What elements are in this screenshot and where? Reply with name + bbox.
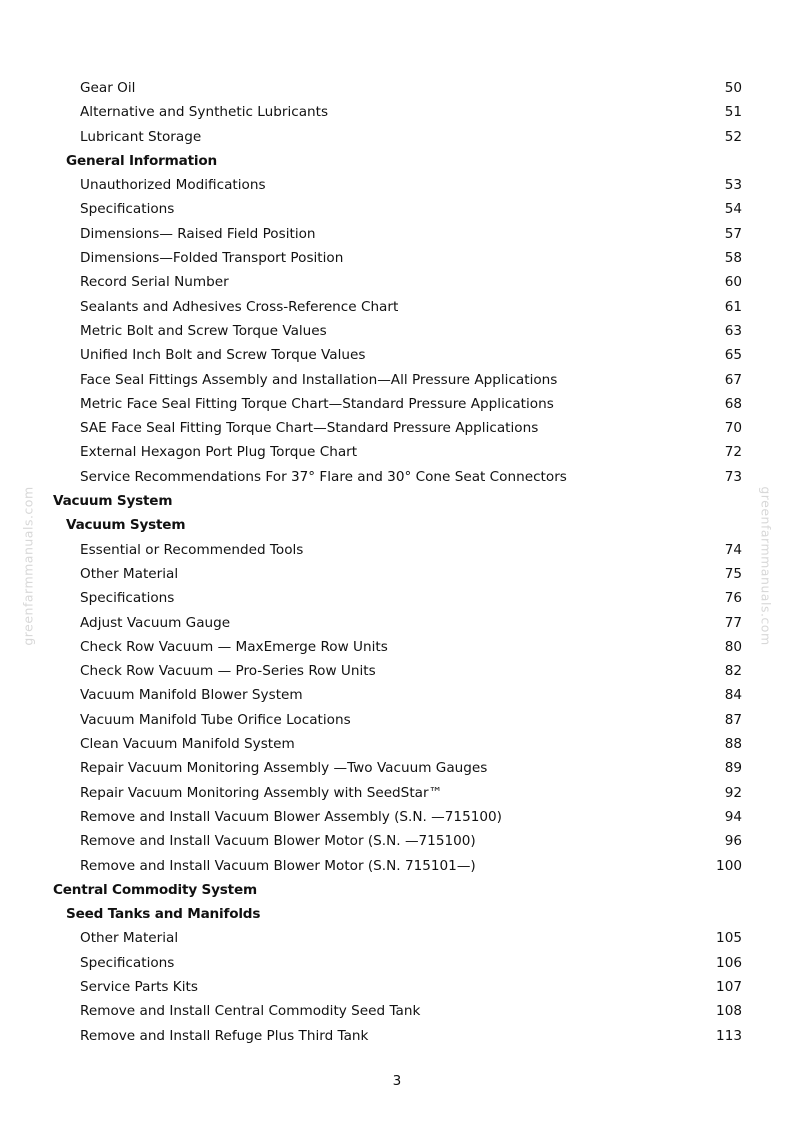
toc-entry-title: Check Row Vacuum — Pro-Series Row Units [80, 663, 376, 680]
toc-entry-page-number: 74 [724, 541, 742, 558]
toc-entry-title: Metric Face Seal Fitting Torque Chart—Standard Pressure Applications [80, 395, 554, 412]
toc-entry-page-number: 88 [724, 736, 742, 753]
toc-entry[interactable] [0, 611, 794, 635]
toc-entry[interactable] [0, 854, 794, 878]
toc-entry-title: Dimensions— Raised Field Position [80, 225, 316, 242]
toc-entry-page-number: 87 [724, 711, 742, 728]
toc-entry-title: Clean Vacuum Manifold System [80, 736, 295, 753]
toc-entry-title: Alternative and Synthetic Lubricants [80, 104, 329, 121]
toc-entry-title: SAE Face Seal Fitting Torque Chart—Standard Pressure Applications [80, 420, 539, 437]
toc-entry-title: Vacuum Manifold Tube Orifice Locations [80, 711, 351, 728]
toc-entry[interactable] [0, 805, 794, 829]
toc-entry-page-number: 106 [716, 954, 742, 971]
toc-entry[interactable] [0, 222, 794, 246]
toc-section-heading [0, 149, 794, 173]
toc-entry[interactable] [0, 708, 794, 732]
toc-entry-page-number: 107 [716, 978, 742, 995]
toc-entry-title: Vacuum System [66, 517, 186, 534]
toc-entry-page-number: 108 [716, 1003, 742, 1020]
toc-entry-title: Unified Inch Bolt and Screw Torque Values [80, 347, 366, 364]
toc-entry-title: Service Parts Kits [80, 978, 198, 995]
toc-entry[interactable] [0, 343, 794, 367]
toc-entry[interactable] [0, 319, 794, 343]
toc-entry[interactable] [0, 538, 794, 562]
toc-entry-title: Other Material [80, 930, 179, 947]
toc-entry-page-number: 92 [724, 784, 742, 801]
toc-entry-page-number: 75 [724, 565, 742, 582]
toc-entry-title: Vacuum System [53, 493, 173, 510]
toc-entry-title: Remove and Install Vacuum Blower Assembly (S.N. —715100) [80, 808, 502, 825]
watermark-right: greenfarmmanuals.com [758, 486, 774, 646]
toc-entry-title: Gear Oil [80, 80, 136, 96]
toc-entry[interactable] [0, 659, 794, 683]
watermark-left: greenfarmmanuals.com [20, 486, 36, 646]
toc-section-heading [0, 513, 794, 537]
toc-entry[interactable] [0, 197, 794, 221]
toc-entry[interactable] [0, 975, 794, 999]
toc-entry-page-number: 72 [724, 444, 742, 461]
toc-entry-page-number: 96 [724, 833, 742, 850]
toc-entry-title: Repair Vacuum Monitoring Assembly —Two Vacuum Gauges [80, 760, 488, 777]
toc-entry[interactable] [0, 440, 794, 464]
toc-entry-title: Remove and Install Central Commodity Seed Tank [80, 1003, 421, 1020]
toc-entry-page-number: 105 [716, 930, 742, 947]
toc-entry-title: External Hexagon Port Plug Torque Chart [80, 444, 358, 461]
toc-entry[interactable] [0, 1024, 794, 1048]
toc-entry-page-number: 68 [724, 395, 742, 412]
table-of-contents [0, 76, 794, 1048]
toc-entry[interactable] [0, 295, 794, 319]
toc-entry-title: Specifications [80, 954, 175, 971]
toc-entry[interactable] [0, 586, 794, 610]
toc-entry[interactable] [0, 125, 794, 149]
toc-entry-page-number: 54 [724, 201, 742, 218]
toc-entry[interactable] [0, 368, 794, 392]
toc-entry-title: Repair Vacuum Monitoring Assembly with SeedStar™ [80, 784, 443, 801]
page-number: 3 [392, 1073, 402, 1089]
toc-entry[interactable] [0, 756, 794, 780]
toc-entry-title: Service Recommendations For 37° Flare and 30° Cone Seat Connectors [80, 468, 567, 485]
toc-entry-title: Central Commodity System [53, 881, 257, 898]
toc-entry-title: Lubricant Storage [80, 128, 202, 145]
toc-entry-page-number: 113 [716, 1027, 742, 1044]
toc-entry[interactable] [0, 173, 794, 197]
toc-entry-page-number: 61 [724, 298, 742, 315]
toc-entry[interactable] [0, 926, 794, 950]
toc-entry[interactable] [0, 732, 794, 756]
toc-entry-page-number: 51 [724, 104, 742, 121]
toc-entry-page-number: 94 [724, 808, 742, 825]
toc-entry[interactable] [0, 76, 794, 100]
toc-entry-title: Essential or Recommended Tools [80, 541, 304, 558]
toc-entry-page-number: 80 [724, 638, 742, 655]
toc-entry[interactable] [0, 781, 794, 805]
toc-entry-title: Adjust Vacuum Gauge [80, 614, 231, 631]
toc-entry-title: Vacuum Manifold Blower System [80, 687, 303, 704]
toc-entry-title: Unauthorized Modifications [80, 177, 266, 194]
toc-entry-title: Dimensions—Folded Transport Position [80, 250, 344, 267]
toc-entry-title: Remove and Install Refuge Plus Third Tank [80, 1027, 369, 1044]
toc-entry-title: Other Material [80, 565, 179, 582]
toc-entry-page-number: 84 [724, 687, 742, 704]
toc-section-heading [0, 902, 794, 926]
toc-entry[interactable] [0, 951, 794, 975]
toc-entry[interactable] [0, 416, 794, 440]
toc-entry-title: Specifications [80, 590, 175, 607]
toc-entry-title: Metric Bolt and Screw Torque Values [80, 322, 327, 339]
toc-entry-page-number: 65 [724, 347, 742, 364]
toc-entry-title: Sealants and Adhesives Cross-Reference Chart [80, 298, 399, 315]
toc-entry-title: Remove and Install Vacuum Blower Motor (S.N. —715100) [80, 833, 476, 850]
toc-entry-page-number: 60 [724, 274, 742, 291]
toc-entry-page-number: 100 [716, 857, 742, 874]
toc-entry[interactable] [0, 465, 794, 489]
toc-entry-page-number: 70 [724, 420, 742, 437]
toc-entry-title: Check Row Vacuum — MaxEmerge Row Units [80, 638, 388, 655]
toc-entry[interactable] [0, 683, 794, 707]
toc-entry-page-number: 63 [724, 322, 742, 339]
toc-entry-page-number: 57 [724, 225, 742, 242]
toc-entry-title: Specifications [80, 201, 175, 218]
toc-section-heading [0, 489, 794, 513]
toc-entry-page-number: 76 [724, 590, 742, 607]
toc-entry[interactable] [0, 999, 794, 1023]
toc-entry-page-number: 50 [724, 80, 742, 96]
toc-entry-page-number: 77 [724, 614, 742, 631]
toc-entry-title: Record Serial Number [80, 274, 229, 291]
toc-entry-page-number: 67 [724, 371, 742, 388]
toc-entry[interactable] [0, 246, 794, 270]
toc-entry-page-number: 52 [724, 128, 742, 145]
toc-entry[interactable] [0, 392, 794, 416]
toc-entry-page-number: 89 [724, 760, 742, 777]
toc-entry-page-number: 58 [724, 250, 742, 267]
toc-entry-page-number: 73 [724, 468, 742, 485]
toc-entry[interactable] [0, 562, 794, 586]
toc-entry-page-number: 53 [724, 177, 742, 194]
toc-entry[interactable] [0, 829, 794, 853]
toc-entry-page-number: 82 [724, 663, 742, 680]
toc-entry[interactable] [0, 270, 794, 294]
toc-entry-title: Face Seal Fittings Assembly and Installation—All Pressure Applications [80, 371, 558, 388]
toc-entry-title: Seed Tanks and Manifolds [66, 906, 261, 923]
toc-section-heading [0, 878, 794, 902]
toc-entry-title: General Information [66, 152, 217, 169]
toc-entry-title: Remove and Install Vacuum Blower Motor (S.N. 715101—) [80, 857, 476, 874]
toc-entry[interactable] [0, 635, 794, 659]
toc-entry[interactable] [0, 100, 794, 124]
